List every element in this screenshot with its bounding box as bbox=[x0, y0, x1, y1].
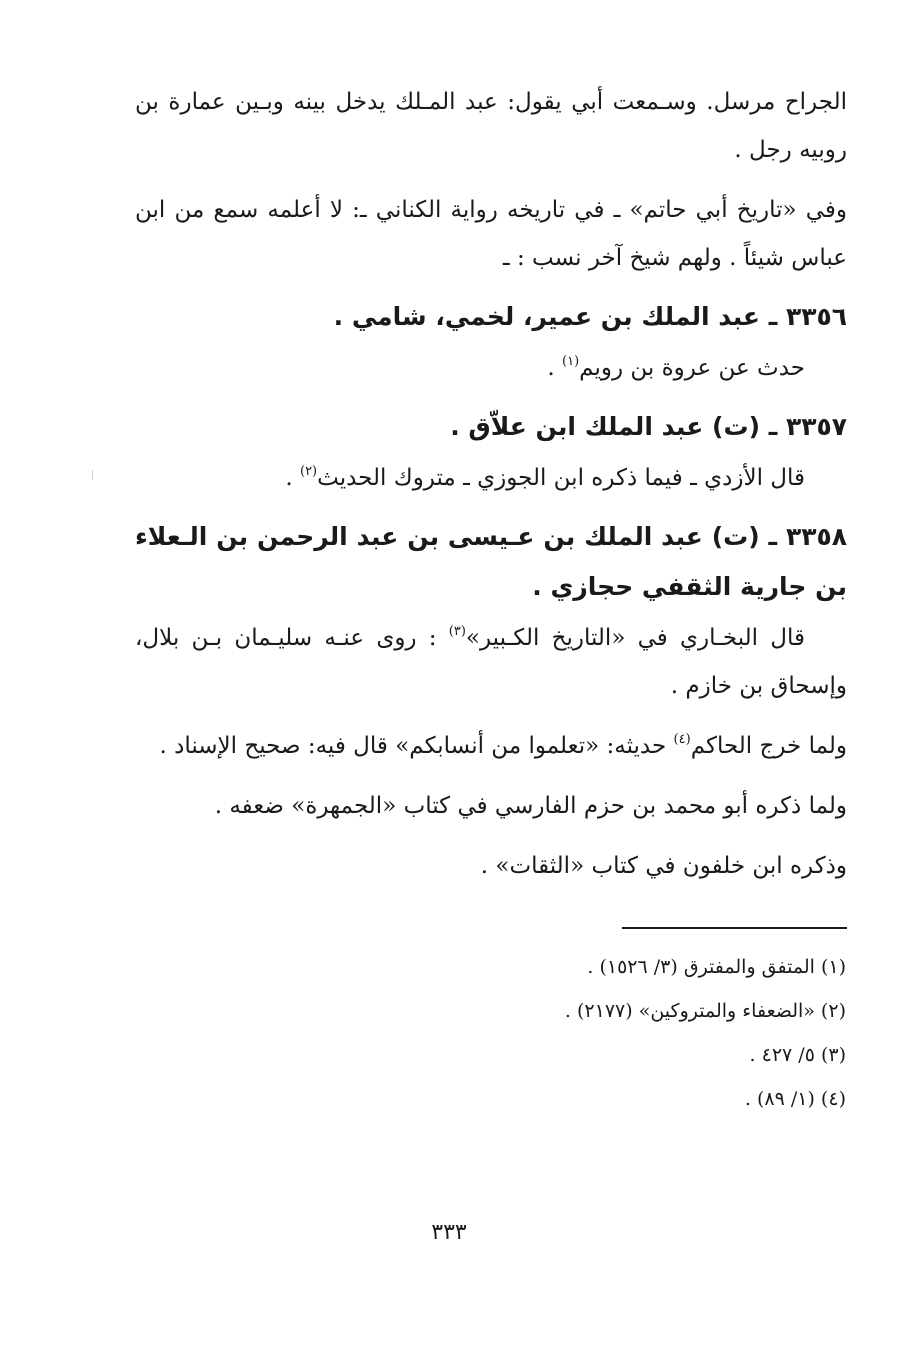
footnote-item: (٣) ٥/ ٤٢٧ . bbox=[749, 1044, 846, 1066]
text-segment: حدث عن عروة بن رويم bbox=[579, 355, 805, 381]
paragraph-entry-3358-hakim bbox=[135, 722, 847, 770]
entry-heading-3358: ٣٣٥٨ ـ (ت) عبد الملك بن عـيسى بن عبد الرحمن بن الـعلاء بن جارية الثقفي حجازي . bbox=[135, 522, 847, 601]
text-segment: حديثه: «تعلموا من أنسابكم» قال فيه: صحيح الإسناد . bbox=[159, 733, 674, 759]
scan-mark bbox=[92, 470, 93, 480]
entry-heading-3356: ٣٣٥٦ ـ عبد الملك بن عمير، لخمي، شامي . bbox=[333, 302, 847, 331]
paragraph-entry-3357 bbox=[135, 454, 847, 502]
paragraph-entry-3356 bbox=[135, 344, 847, 392]
page-number: ٣٣٣ bbox=[431, 1220, 467, 1245]
main-text bbox=[135, 78, 847, 890]
text-segment: . bbox=[547, 355, 563, 381]
footnotes bbox=[346, 945, 846, 1121]
paragraph-entry-3358-bukhari bbox=[135, 614, 847, 710]
footnote-ref-4: (٤) bbox=[673, 732, 691, 747]
footnote-ref-3: (٣) bbox=[448, 624, 466, 639]
footnote-divider bbox=[622, 927, 847, 929]
paragraph-continuation: الجراح مرسل. وسـمعت أبي يقول: عبد المـلك يدخل بينه وبـين عمارة بن روبيه رجل . bbox=[135, 89, 847, 163]
footnote-item: (٤) (١/ ٨٩) . bbox=[744, 1088, 846, 1110]
text-segment: قال البخـاري في «التاريخ الكـبير» bbox=[465, 625, 806, 651]
text-segment: : روى عنـه سليـمان بـن بلال، وإسحاق بن خازم . bbox=[135, 625, 847, 699]
paragraph-entry-3358-ibn-hazm: ولما ذكره أبو محمد بن حزم الفارسي في كتاب «الجمهرة» ضعفه . bbox=[214, 793, 847, 819]
footnote-ref-1: (١) bbox=[562, 354, 580, 369]
footnote-ref-2: (٢) bbox=[299, 464, 318, 479]
paragraph-entry-3358-ibn-khalfun: وذكره ابن خلفون في كتاب «الثقات» . bbox=[480, 853, 847, 879]
entry-heading-3357: ٣٣٥٧ ـ (ت) عبد الملك ابن علاّق . bbox=[450, 412, 847, 441]
paragraph-tarikh-abi-hatim: وفي «تاريخ أبي حاتم» ـ في تاريخه رواية الكناني ـ: لا أعلمه سمع من ابن عباس شيئاً . ولهم شيخ آخر نسب : ـ bbox=[135, 197, 847, 271]
text-segment: . bbox=[285, 465, 300, 491]
footnote-item: (١) المتفق والمفترق (٣/ ١٥٢٦) . bbox=[587, 956, 846, 978]
text-segment: ولما خرج الحاكم bbox=[690, 733, 847, 759]
text-segment: قال الأزدي ـ فيما ذكره ابن الجوزي ـ متروك الحديث bbox=[317, 465, 805, 491]
footnote-item: (٢) «الضعفاء والمتروكين» (٢١٧٧) . bbox=[564, 1000, 846, 1022]
